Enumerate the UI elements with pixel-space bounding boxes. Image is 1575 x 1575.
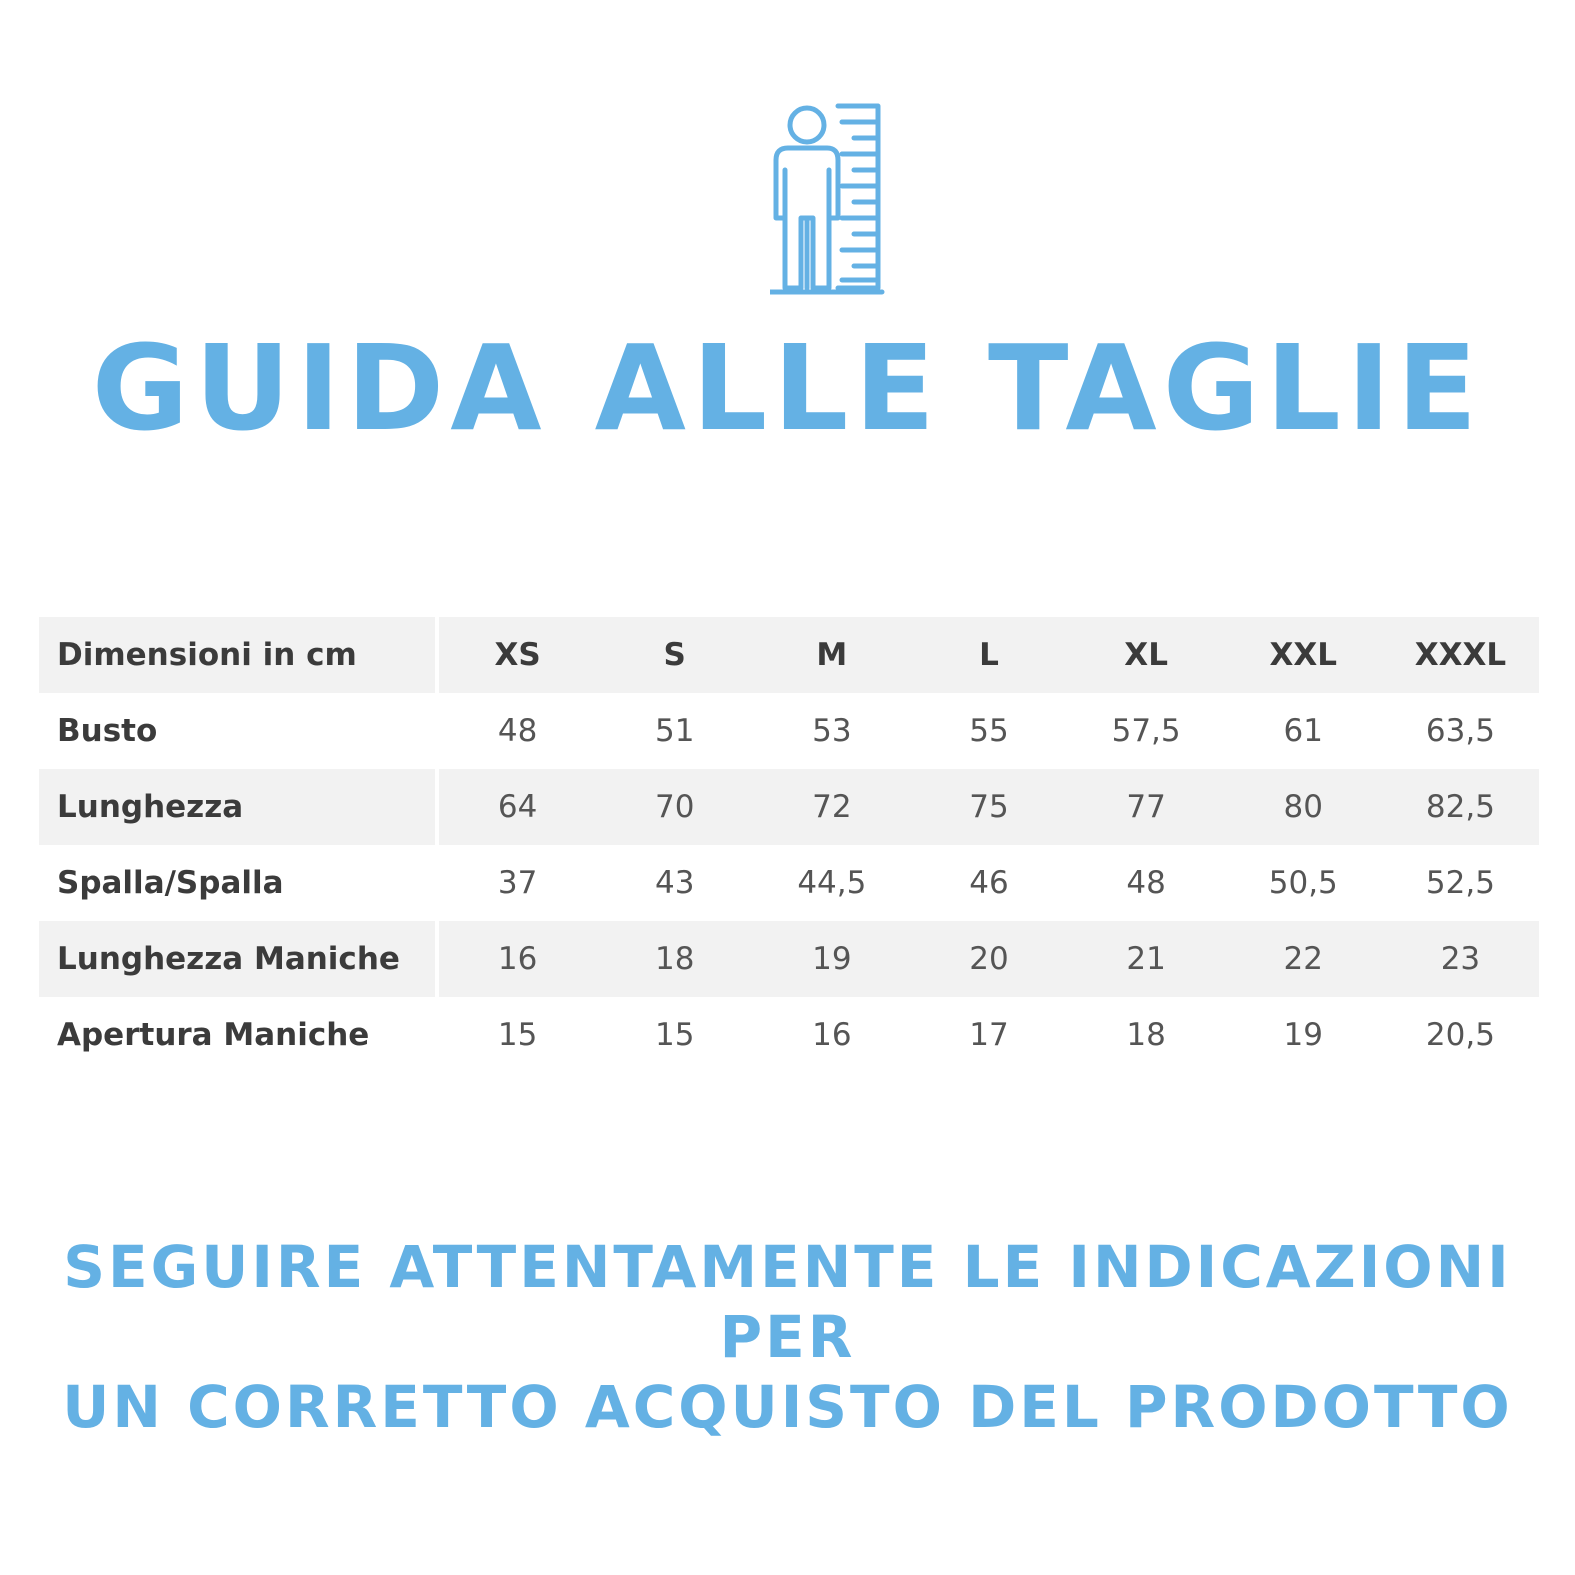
header-label: Dimensioni in cm <box>39 617 439 693</box>
table-cell: 77 <box>1068 769 1225 845</box>
table-cell: 19 <box>753 921 910 997</box>
table-cell: 61 <box>1283 713 1323 749</box>
table-cell: 16 <box>812 1017 852 1053</box>
row-label: Apertura Maniche <box>39 997 439 1073</box>
table-cell: 70 <box>596 769 753 845</box>
table-cell: 75 <box>910 769 1067 845</box>
size-header-m: M <box>753 617 910 693</box>
table-cell: 72 <box>753 769 910 845</box>
footer-line-2: UN CORRETTO ACQUISTO DEL PRODOTTO <box>62 1373 1513 1441</box>
size-header-xxl: XXL <box>1225 617 1382 693</box>
size-header-s: S <box>596 617 753 693</box>
table-row <box>39 693 1539 769</box>
table-cell: 18 <box>1126 1017 1166 1053</box>
table-cell: 15 <box>654 1017 695 1053</box>
table-cell: 82,5 <box>1382 769 1539 845</box>
table-header-row <box>39 617 1539 693</box>
table-cell: 44,5 <box>797 865 867 901</box>
table-cell: 43 <box>654 865 695 901</box>
table-cell: 52,5 <box>1425 865 1495 901</box>
footer-note <box>0 1232 1575 1442</box>
table-cell: 18 <box>596 921 753 997</box>
row-label: Busto <box>39 693 439 769</box>
person-height-ruler-icon <box>770 100 900 300</box>
table-cell: 55 <box>969 713 1009 749</box>
table-cell: 57,5 <box>1111 713 1181 749</box>
table-cell: 53 <box>812 713 852 749</box>
table-cell: 48 <box>1126 865 1166 901</box>
table-cell: 51 <box>654 713 695 749</box>
table-cell: 63,5 <box>1425 713 1495 749</box>
size-chart-table <box>39 617 1539 1073</box>
size-header-xxxl: XXXL <box>1382 617 1539 693</box>
table-cell: 46 <box>969 865 1009 901</box>
page-title: GUIDA ALLE TAGLIE <box>91 319 1484 457</box>
table-cell: 64 <box>439 769 596 845</box>
size-header-l: L <box>910 617 1067 693</box>
footer-line-1: SEGUIRE ATTENTAMENTE LE INDICAZIONI PER <box>63 1233 1512 1371</box>
table-cell: 50,5 <box>1268 865 1338 901</box>
table-cell: 21 <box>1068 921 1225 997</box>
table-cell: 80 <box>1225 769 1382 845</box>
table-cell: 48 <box>497 713 538 749</box>
table-cell: 15 <box>497 1017 538 1053</box>
row-label: Lunghezza Maniche <box>39 921 439 997</box>
table-cell: 20,5 <box>1425 1017 1495 1053</box>
row-label: Spalla/Spalla <box>39 845 439 921</box>
table-cell: 23 <box>1382 921 1539 997</box>
row-label: Lunghezza <box>39 769 439 845</box>
table-row <box>39 921 1539 997</box>
size-header-xs: XS <box>439 617 596 693</box>
table-cell: 22 <box>1225 921 1382 997</box>
table-cell: 17 <box>969 1017 1009 1053</box>
table-cell: 19 <box>1283 1017 1323 1053</box>
table-row <box>39 997 1539 1073</box>
table-cell: 37 <box>497 865 538 901</box>
table-row <box>39 769 1539 845</box>
table-cell: 20 <box>910 921 1067 997</box>
table-row <box>39 845 1539 921</box>
size-header-xl: XL <box>1068 617 1225 693</box>
table-cell: 16 <box>439 921 596 997</box>
